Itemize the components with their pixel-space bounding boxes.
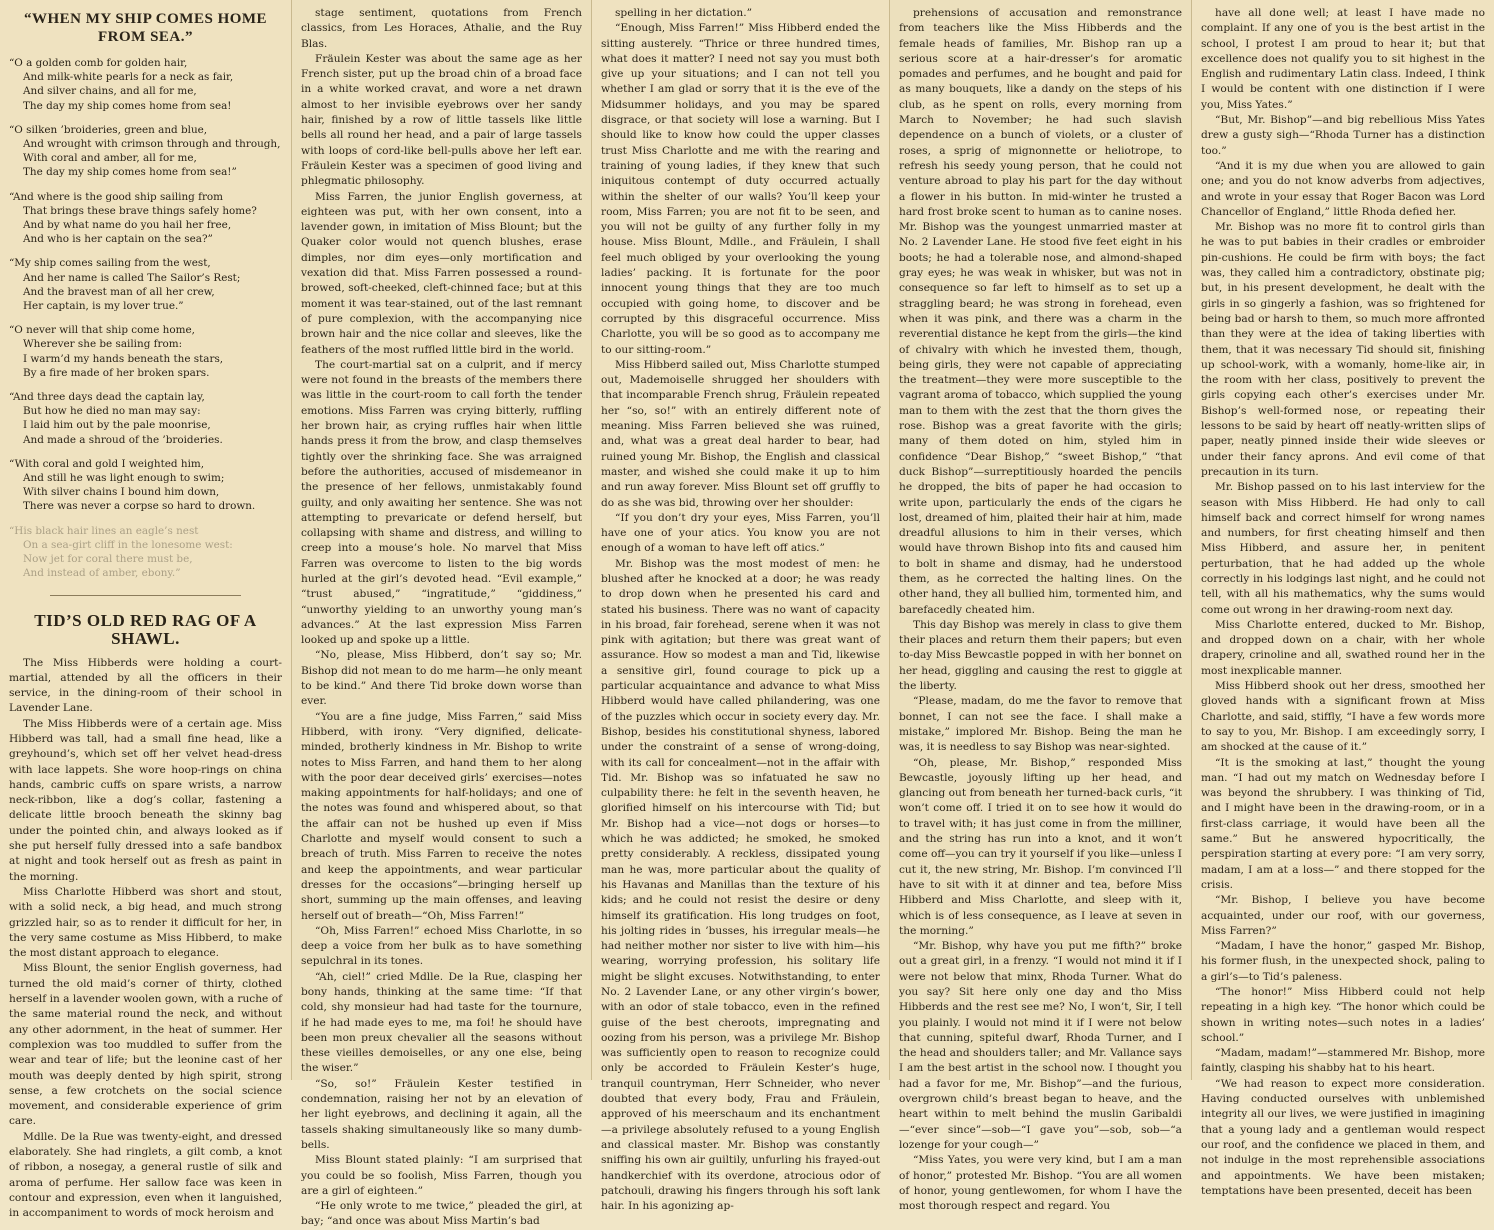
poem-line: And wrought with crimson through and through,: [23, 138, 281, 151]
poem-line: And her name is called The Sailor’s Rest;: [23, 271, 241, 284]
column-2: [292, 0, 592, 1228]
poem-stanza: [9, 457, 282, 514]
story-paragraph: Miss Charlotte Hibberd was short and stout, with a solid neck, a big head, and much strong grizzled hair, so as to render it difficult for her, in the very same costume as Miss Hibberd, to make the most distant approach to elegance.: [9, 885, 282, 960]
story-paragraph: “He only wrote to me twice,” pleaded the girl, at bay; “and once was about Miss Martin’s bad: [301, 1200, 582, 1228]
story-paragraph: Mr. Bishop was the most modest of men: he blushed after he knocked at a door; he was ready to drop down when he presented his card and stated his business. There was no want of capacity in his broad, fair forehead, serene when it was not pink with agitation; but there was great want of assurance. How so modest a man and Tid, likewise a sensitive girl, found courage to pick up a particular acquaintance and advance to what Miss Hibberd would have called philandering, was one of the puzzles which occur in society every day. Mr. Bishop, besides his constitutional shyness, labored under the constraint of a sense of wrong-doing, with its call for concealment—not in the affair with Tid. Mr. Bishop was so infatuated he saw no culpability there: he felt in the seventh heaven, he glorified himself on his intercourse with Tid; but Mr. Bishop had a vice—not dogs or horses—to which he was addicted; he smoked, he smoked pretty considerably. A reckless, dissipated young man he was, more particular about the quality of his Havanas and Manillas than the texture of his kids; and he could not resist the desire or deny himself its gratification. His long trudges on foot, his jolting rides in ’busses, his irregular meals—he had neither mother nor sister to live with him—his wearing, worrying profession, his solitary life might be slight excuses. Notwithstanding, to enter No. 2 Lavender Lane, or any other virgin’s bower, with an odor of stale tobacco, even in the refined guise of the best cheroots, impregnating and oozing from his person, was a privilege Mr. Bishop was sufficiently open to reason to recognize could only be accorded to Fräulein Kester’s huge, tranquil countryman, Herr Schneider, who never doubted that every body, Frau and Fräulein, approved of his meerschaum and its enchantment—a privilege absolutely refused to a young English and classical master. Mr. Bishop was constantly sniffing his own air guiltily, unfurling his frayed-out handkerchief with its overdone, atrocious odor of patchouli, drawing his fingers through his soft lank hair. In his agonizing ap-: [601, 557, 880, 1213]
story-paragraph: “Oh, Miss Farren!” echoed Miss Charlotte, in so deep a voice from her bulk as to have something sepulchral in its tones.: [301, 924, 582, 968]
story-column-2-text: [301, 6, 582, 1230]
section-divider: [50, 595, 241, 596]
poem-stanza: [9, 123, 282, 180]
story-paragraph: “If you don’t dry your eyes, Miss Farren, you’ll have one of your atics. You know you are not enough of a woman to have left off atics.”: [601, 511, 880, 555]
poem-line: And instead of amber, ebony.”: [23, 567, 181, 580]
poem-stanza: [9, 190, 282, 247]
poem-line: But how he died no man may say:: [23, 405, 201, 418]
column-5: [1192, 0, 1494, 1197]
story-paragraph: “You are a fine judge, Miss Farren,” said Miss Hibberd, with irony. “Very dignified, delicate-minded, brotherly kindness in Mr. Bishop to write notes to Miss Farren, and hand them to her along with the poor dear deceived girls’ exercises—notes making appointments for half-holidays; and one of the notes was found and whispered about, so that the affair can not be hushed up even if Miss Charlotte and myself would consent to such a breach of truth. Miss Farren to receive the notes and keep the appointments, and wear particular dresses for the occasions”—bringing herself up short, summing up the main offenses, and leaving herself out of breath—“Oh, Miss Farren!”: [301, 710, 582, 922]
poem-line: And silver chains, and all for me,: [23, 85, 197, 98]
poem-line: Now jet for coral there must be,: [23, 553, 193, 566]
poem-line: I warm’d my hands beneath the stars,: [23, 352, 224, 365]
story-paragraph: Miss Charlotte entered, ducked to Mr. Bishop, and dropped down on a chair, with her whole drapery, crinoline and all, swathed round her in the most inexplicable manner.: [1201, 618, 1485, 677]
story-column-1-text: [9, 656, 282, 1222]
story-paragraph: “Madam, madam!”—stammered Mr. Bishop, more faintly, clasping his shabby hat to his heart.: [1201, 1047, 1485, 1075]
story-paragraph: “Enough, Miss Farren!” Miss Hibberd ended the sitting austerely. “Thrice or three hundred times, what does it matter? I need not say you must both give up your situations; and I can not tell you whether I am glad or sorry that it is the eve of the Midsummer holidays, and you may be spared disgrace, or that society will lose a warning. But I should like to know how could the upper classes trust Miss Charlotte and me with the rearing and training of young ladies, if they knew that such iniquitous contempt of duty occurred actually within the shelter of our walls? You’ll keep your room, Miss Farren; you are not fit to be seen, and you will not be guilty of any further folly in my house. Miss Blount, Mdlle., and Fräulein, I shall feel much obliged by your overlooking the young ladies’ packing. It is fortunate for the poor innocent young things that they are too much occupied with going home, to discover and be corrupted by this disgraceful occurrence. Miss Charlotte, you will be so good as to accompany me to our sitting-room.”: [601, 22, 880, 356]
story-paragraph: “So, so!” Fräulein Kester testified in condemnation, raising her not by an elevation of her light eyebrows, and declining it again, all the tassels shaking simultaneously like so many dumb-bells.: [301, 1077, 582, 1151]
poem-line: That brings these brave things safely home?: [23, 204, 257, 217]
poem-line: “O a golden comb for golden hair,: [9, 57, 188, 69]
story-column-5-text: [1201, 6, 1485, 1199]
poem-line: By a fire made of her broken spars.: [23, 366, 210, 379]
poem-line: With coral and amber, all for me,: [23, 152, 197, 165]
story-paragraph: “Mr. Bishop, I believe you have become acquainted, under our roof, with our governess, Miss Farren?”: [1201, 894, 1485, 937]
story-paragraph: “The honor!” Miss Hibberd could not help repeating in a high key. “The honor which could be shown in writing notes—such notes in a ladies’ school.”: [1201, 986, 1485, 1044]
story-paragraph: Mr. Bishop passed on to his last interview for the season with Miss Hibberd. He had only to call himself back and correct himself for wrong names and numbers, for first cheating himself and then Miss Hibberd, and assure her, in penitent perturbation, that he had added up the whole correctly in his lodgings last night, and he could not tell, with all his mathematics, why the sums would come out wrong in her drawing-room next day.: [1201, 481, 1485, 616]
poem-line: “His black hair lines an eagle’s nest: [9, 524, 199, 537]
column-1: [0, 0, 292, 1220]
poem-stanza: [9, 56, 282, 113]
poem-stanza: [9, 390, 282, 447]
story-paragraph: “It is the smoking at last,” thought the young man. “I had out my match on Wednesday before I was beyond the shrubbery. I was thinking of Tid, and I might have been in the drawing-room, or in a first-class carriage, it would have been all the same.” But he answered hypocritically, the perspiration starting at every pore: “I am very sorry, madam, I am at a loss—” and there stopped for the crisis.: [1201, 756, 1485, 891]
poem-line: “With coral and gold I weighted him,: [9, 457, 205, 470]
story-title: TID’S OLD RED RAG OF A SHAWL.: [34, 610, 257, 648]
story-paragraph: Miss Hibberd shook out her dress, smoothed her gloved hands with a significant frown at Miss Charlotte, and said, stiffly, “I have a few words more to say to you, Mr. Bishop. I am exceedingly sorry, I am shocked at the cause of it.”: [1201, 680, 1485, 754]
story-paragraph: “Please, madam, do me the favor to remove that bonnet, I can not see the face. I shall make a mistake,” implored Mr. Bishop. Being the man he was, it is needless to say Bishop was near-sighted.: [899, 695, 1182, 754]
story-paragraph: “No, please, Miss Hibberd, don’t say so; Mr. Bishop did not mean to do me harm—he only meant to be kind.” And there Tid broke down worse than ever.: [301, 649, 582, 708]
poem-line: And still he was light enough to swim;: [23, 472, 225, 485]
poem-line: I laid him out by the pale moonrise,: [23, 419, 211, 432]
poem-line: “And three days dead the captain lay,: [9, 391, 205, 404]
story-paragraph: “And it is my due when you are allowed to gain one; and you do not know adverbs from adjectives, and wrote in your essay that Roger Bacon was Lord Chancellor of England,” little Rhoda defied her.: [1201, 159, 1485, 218]
poem-line: There was never a corpse so hard to drown.: [23, 500, 256, 513]
story-column-4-text: [899, 6, 1182, 1214]
poem-line: With silver chains I bound him down,: [23, 486, 220, 499]
poem-stanza: [9, 323, 282, 380]
story-paragraph: “Madam, I have the honor,” gasped Mr. Bishop, his former flush, in the unexpected shock, paling to a girl’s—to Tid’s paleness.: [1201, 940, 1485, 983]
story-paragraph: Miss Hibberd sailed out, Miss Charlotte stumped out, Mademoiselle shrugged her shoulders with that incomparable French shrug, Fräulein repeated her “so, so!” with an entirely different note of meaning. Miss Farren believed she was ruined, and, what was a great deal harder to bear, had ruined young Mr. Bishop, the English and classical master, and wished she could make it up to him and run away forever. Miss Blount set off gruffly to do as she was bid, throwing over her shoulder:: [601, 358, 880, 509]
poem-line: And who is her captain on the sea?”: [23, 233, 213, 246]
poem-line: “O never will that ship come home,: [9, 324, 195, 337]
story-paragraph: This day Bishop was merely in class to give them their places and return them their papers; but even to-day Miss Bewcastle popped in with her bonnet on her head, giggling and causing the rest to giggle at the liberty.: [899, 618, 1182, 693]
story-paragraph: “Miss Yates, you were very kind, but I am a man of honor,” protested Mr. Bishop. “You are all women of honor, young gentlewomen, for whom I have the most thorough respect and regard. You: [899, 1154, 1182, 1213]
story-paragraph: “Oh, please, Mr. Bishop,” responded Miss Bewcastle, joyously lifting up her head, and glancing out from beneath her turned-back curls, “it won’t come off. I tried it on to see how it would do to travel with; it has just come in from the milliner, and the string has run into a knot, and it won’t come off—you can try it yourself if you like—unless I cut it, the new string, Mr. Bishop. I’m convinced I’ll have to sit with it at dinner and tea, before Miss Hibberd and Miss Charlotte, and sleep with it, which is of less consequence, as I leave at seven in the morning.”: [899, 756, 1182, 937]
poem-line: The day my ship comes home from sea!: [23, 99, 232, 112]
story-paragraph: “We had reason to expect more consideration. Having conducted ourselves with unblemished integrity all our lives, we were justified in imagining that a young lady and a gentleman would respect our roof, and the confidence we placed in them, and not indulge in the most reprehensible associations and appointments. We have been mistaken; temptations have been presented, deceit has been: [1201, 1077, 1485, 1197]
story-paragraph: The court-martial sat on a culprit, and if mercy were not found in the breasts of the members there was little in the court-room to call forth the tender emotions. Miss Farren was crying bitterly, ruffling her brown hair, as crying ruffles hair when little hands press it from the brow, and clasp themselves tightly over the shrinking face. She was arraigned before the authorities, accused of misdemeanor in the presence of her fellows, unmistakably found guilty, and only awaiting her sentence. She was not attempting to prevaricate or defend herself, but collapsing with shame and distress, and willing to creep into a mouse’s hole. No marvel that Miss Farren was overcome to listen to the big words hurled at the girl’s devoted head. “Evil example,” “trust abused,” “ingratitude,” “giddiness,” “unworthy yielding to an unworthy young man’s advances.” At the last expression Miss Farren looked up and spoke up a little.: [301, 358, 582, 647]
poem-line: And milk-white pearls for a neck as fair,: [23, 71, 234, 84]
poem-line: “And where is the good ship sailing from: [9, 190, 224, 203]
poem-stanza: [9, 256, 282, 313]
story-paragraph: stage sentiment, quotations from French classics, from Les Horaces, Athalie, and the Ruy Blas.: [301, 7, 582, 50]
poem-line: “O silken ’broideries, green and blue,: [9, 123, 208, 136]
story-paragraph: “Mr. Bishop, why have you put me fifth?” broke out a great girl, in a frenzy. “I would not mind it if I were not below that minx, Rhoda Turner. What do you say? Sit here only one day and tho Miss Hibberds and the rest see me? No, I won’t, Sir, I tell you plainly. I would not mind it if I were not below that cunning, spiteful dwarf, Rhoda Turner, and I the head and shoulders taller; and Mr. Vallance says I am the best artist in the school now. I thought you had a favor for me, Mr. Bishop”—and the furious, overgrown child’s breast began to heave, and the heart within to melt behind the muslin Garibaldi—“ever since”—sob—“I gave you”—sob, sob—“a lozenge for your cough—”: [899, 940, 1182, 1151]
story-paragraph: Miss Blount, the senior English governess, had turned the old maid’s corner of thirty, clothed herself in a lavender woolen gown, with a ruche of the same material round the neck, and without any other adornment, in the heat of summer. Her complexion was too muddled to suffer from the wear and tear of life; but the leonine cast of her mouth was deeply dented by high spirit, strong sense, a few crotchets on the social science movement, and considerable experience of grim care.: [9, 962, 282, 1128]
story-paragraph: Miss Blount stated plainly: “I am surprised that you could be so foolish, Miss Farren, though you are a girl of eighteen.”: [301, 1154, 582, 1197]
poem-body: [9, 56, 282, 581]
story-paragraph: The Miss Hibberds were of a certain age. Miss Hibberd was tall, had a small fine head, like a greyhound’s, which set off her velvet head-dress with lace lappets. She wore hoop-rings on china hands, cambric cuffs on spare wrists, a narrow neck-ribbon, like a dog’s collar, fastening a delicate little brooch beneath the skinny bag under the pointed chin, and always looked as if she put herself fully dressed into a safe bandbox at night and took herself out as fresh as paint in the morning.: [9, 717, 282, 883]
poem-line: Her captain, is my lover true.”: [23, 300, 184, 313]
poem-line: On a sea-girt cliff in the lonesome west:: [23, 538, 233, 551]
story-paragraph: Mr. Bishop was no more fit to control girls than he was to put babies in their cradles or embroider pin-cushions. He could be firm with boys; the fact was, they called him a contradictory, obstinate pig; but, in his present development, he dealt with the girls in so gingerly a fashion, was so frightened for being bad or harsh to them, so much more affronted than they were at the idea of taking liberties with them, that it was necessary Tid should sit, finishing up school-work, with a womanly, home-like air, in the room with her class, positively to prevent the girls copying each other’s exercises under Mr. Bishop’s well-formed nose, or repeating their lessons to be said by heart off neatly-written slips of paper, neatly pinned inside their wide sleeves or under their fancy aprons. And evil come of that precaution in its turn.: [1201, 221, 1485, 478]
poem-line: And made a shroud of the ’broideries.: [23, 433, 223, 446]
poem-line: The day my ship comes home from sea!”: [23, 166, 237, 179]
poem-line: Wherever she be sailing from:: [23, 338, 183, 351]
column-3: [592, 0, 890, 1213]
poem-line: “My ship comes sailing from the west,: [9, 257, 211, 270]
column-4: [890, 0, 1192, 1213]
poem-stanza: [9, 524, 282, 581]
story-paragraph: The Miss Hibberds were holding a court-martial, attended by all the officers in their service, in the dining-room of their school in Lavender Lane.: [9, 656, 282, 715]
story-paragraph: have all done well; at least I have made no complaint. If any one of you is the best artist in the school, I protest I am proud to hear it; but that excellence does not qualify you to sit highest in the English and rudimentary Latin class. Indeed, I think I would be content with one distinction if I were you, Miss Yates.”: [1201, 7, 1485, 111]
poem-title: “WHEN MY SHIP COMES HOME FROM SEA.”: [23, 11, 268, 45]
poem-line: And the bravest man of all her crew,: [23, 285, 215, 298]
poem-line: And by what name do you hail her free,: [23, 219, 232, 232]
story-paragraph: Mdlle. De la Rue was twenty-eight, and dressed elaborately. She had ringlets, a gilt comb, a knot of ribbon, a nosegay, a general rustle of silk and aroma of perfume. Her sallow face was keen in contour and expression, even when it languished, in accompaniment to words of mock heroism and: [9, 1130, 282, 1220]
story-paragraph: “But, Mr. Bishop”—and big rebellious Miss Yates drew a gusty sigh—“Rhoda Turner has a distinction too.”: [1201, 114, 1485, 157]
story-paragraph: prehensions of accusation and remonstrance from teachers like the Miss Hibberds and the female heads of families, Mr. Bishop ran up a serious score at a hair-dresser’s for aromatic pomades and perfumes, and he bought and paid for as many bouquets, like a dandy on the steps of his club, as he spent on rolls, every morning from March to November; he had such slavish dependence on a bunch of violets, or a cluster of roses, a sprig of mignonnette or heliotrope, to refresh his seedy young person, that he could not venture abroad to play his part for the day without a flower in his button. In mid-winter he trusted a hard frost broke scent to human as to canine noses. Mr. Bishop was the youngest unmarried master at No. 2 Lavender Lane. He stood five feet eight in his boots; he had a tolerable nose, and almond-shaped gray eyes; he was weak in whisker, but was not in consequence so far left to himself as to set up a straggling beard; he was strong in forehead, even when it was pink, and there was a charm in the reverential distance he kept from the girls—the kind of chivalry with which he invested them, though, being girls, they were not capable of appreciating the treatment—they were more susceptible to the vagrant aroma of tobacco, which supplied the young man to them with the zest that the thorn gives the rose. Bishop was a great favorite with the girls; many of them doted on him, styled him in confidence “Dear Bishop,” “sweet Bishop,” “that duck Bishop”—surreptitiously hoarded the pencils he dropped, the bits of paper he had occasion to write upon, particularly the ends of the cigars he lost, dreamed of him, plaited their hair at him, made dreadful allusions to him in their verses, which would have thrown Bishop into fits and caused him to bolt in shame and dismay, had he understood them, as he corrected the halting lines. On the other hand, they all bullied him, tormented him, and barefacedly cheated him.: [899, 7, 1182, 616]
story-paragraph: spelling in her dictation.”: [615, 7, 753, 19]
story-column-3-text: [601, 6, 880, 1214]
story-paragraph: Miss Farren, the junior English governess, at eighteen was put, with her own consent, into a lavender gown, in imitation of Miss Blount; but the Quaker color would not quench blushes, erase dimples, nor dim eyes—only mortification and vexation did that. Miss Farren possessed a round-browed, soft-cheeked, cleft-chinned face; but at this moment it was tear-stained, out of the last remnant of pure complexion, with the accompanying nice brown hair and the nice collar and sleeves, like the feathers of the most ruffled little bird in the world.: [301, 190, 582, 356]
story-paragraph: Fräulein Kester was about the same age as her French sister, put up the broad chin of a broad face in a white worked cravat, and wore a net drawn almost to her invisible eyebrows over her sandy hair, finished by a row of little tassels like little bells all round her head, and a pair of large tassels with loops of cord-like bell-pulls above her left ear. Fräulein Kester was a specimen of good living and phlegmatic philosophy.: [301, 52, 582, 188]
story-paragraph: “Ah, ciel!” cried Mdlle. De la Rue, clasping her bony hands, thinking at the same time: “If that cold, shy monsieur had had taste for the tournure, if he had made eyes to me, ma foi! he should have been mon preux chevalier all the seasons without these vieilles demoiselles, or any one else, being the wiser.”: [301, 970, 582, 1075]
